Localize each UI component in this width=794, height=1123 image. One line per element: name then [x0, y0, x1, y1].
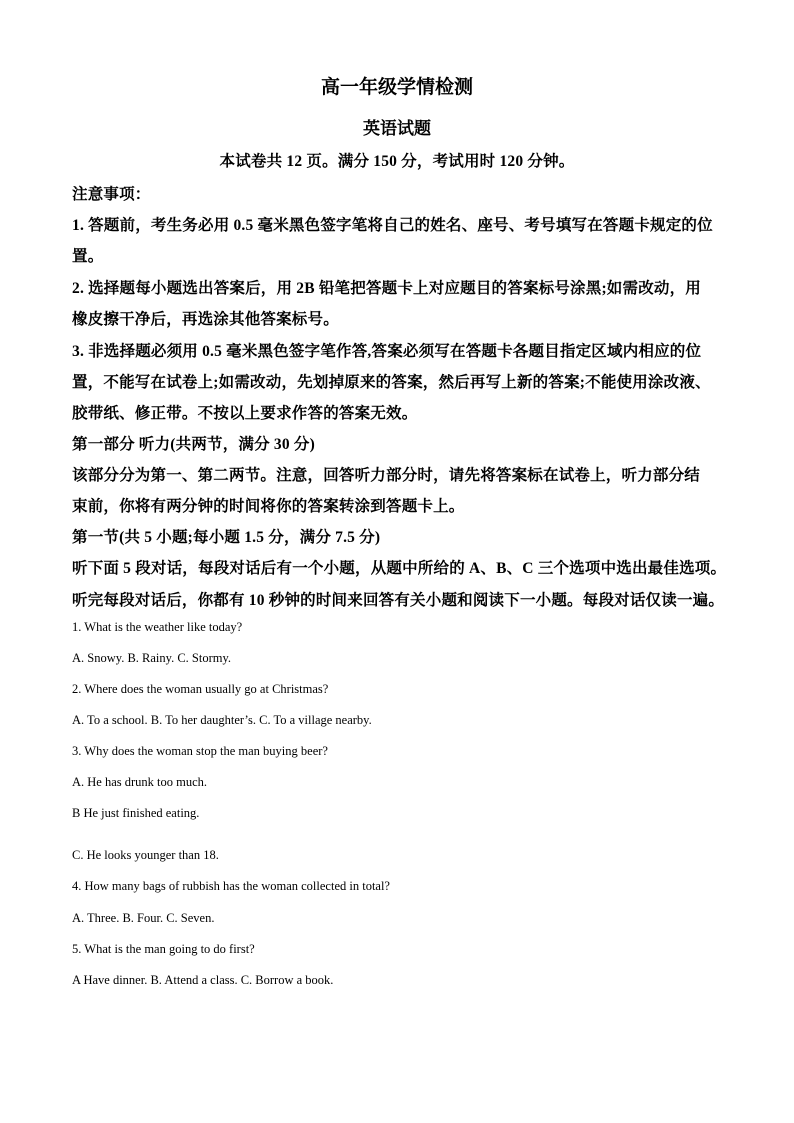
question-5-options: A Have dinner. B. Attend a class. C. Borrow a book. [72, 973, 334, 987]
question-3-option-b: B He just finished eating. [72, 806, 200, 820]
subject-title: 英语试题 [363, 119, 431, 138]
notice-item-1-line-2: 置。 [72, 248, 104, 265]
page-title: 高一年级学情检测 [320, 77, 473, 98]
question-3-option-a: A. He has drunk too much. [72, 775, 208, 789]
notice-item-2-line-2: 橡皮擦干净后，再选涂其他答案标号。 [72, 311, 339, 328]
question-2-options: A. To a school. B. To her daughter’s. C. To a village nearby. [72, 713, 372, 727]
notice-item-3-line-2: 置，不能写在试卷上;如需改动，先划掉原来的答案，然后再写上新的答案;不能使用涂改液、 [72, 374, 711, 391]
section1-desc-line-2: 听完每段对话后，你都有 10 秒钟的时间来回答有关小题和阅读下一小题。每段对话仅读一遍。 [72, 592, 725, 609]
question-3: 3. Why does the woman stop the man buying beer? [72, 744, 328, 758]
notice-item-3-line-1: 3. 非选择题必须用 0.5 毫米黑色签字笔作答,答案必须写在答题卡各题目指定区域内相应的位 [72, 343, 702, 360]
part1-desc-line-1: 该部分分为第一、第二两节。注意，回答听力部分时，请先将答案标在试卷上，听力部分结 [72, 467, 701, 484]
question-1: 1. What is the weather like today? [72, 620, 243, 634]
notice-item-3-line-3: 胶带纸、修正带。不按以上要求作答的答案无效。 [72, 405, 418, 422]
question-1-options: A. Snowy. B. Rainy. C. Stormy. [72, 651, 232, 665]
question-4: 4. How many bags of rubbish has the woman collected in total? [72, 879, 390, 893]
part1-desc-line-2: 束前，你将有两分钟的时间将你的答案转涂到答题卡上。 [72, 498, 465, 515]
question-3-option-c: C. He looks younger than 18. [72, 848, 219, 862]
question-2: 2. Where does the woman usually go at Christmas? [72, 682, 329, 696]
question-5: 5. What is the man going to do first? [72, 942, 255, 956]
notice-heading: 注意事项： [72, 186, 151, 203]
part1-heading: 第一部分 听力(共两节，满分 30 分) [72, 436, 315, 453]
section1-desc-line-1: 听下面 5 段对话，每段对话后有一个小题，从题中所给的 A、B、C 三个选项中选出最佳选项。 [72, 560, 727, 577]
section1-heading: 第一节(共 5 小题;每小题 1.5 分，满分 7.5 分) [72, 529, 381, 546]
notice-item-1-line-1: 1. 答题前，考生务必用 0.5 毫米黑色签字笔将自己的姓名、座号、考号填写在答题卡规定的位 [72, 217, 713, 234]
question-4-options: A. Three. B. Four. C. Seven. [72, 911, 215, 925]
notice-item-2-line-1: 2. 选择题每小题选出答案后，用 2B 铅笔把答题卡上对应题目的答案标号涂黑;如需改动，用 [72, 280, 702, 297]
exam-info: 本试卷共 12 页。满分 150 分，考试用时 120 分钟。 [219, 153, 575, 170]
